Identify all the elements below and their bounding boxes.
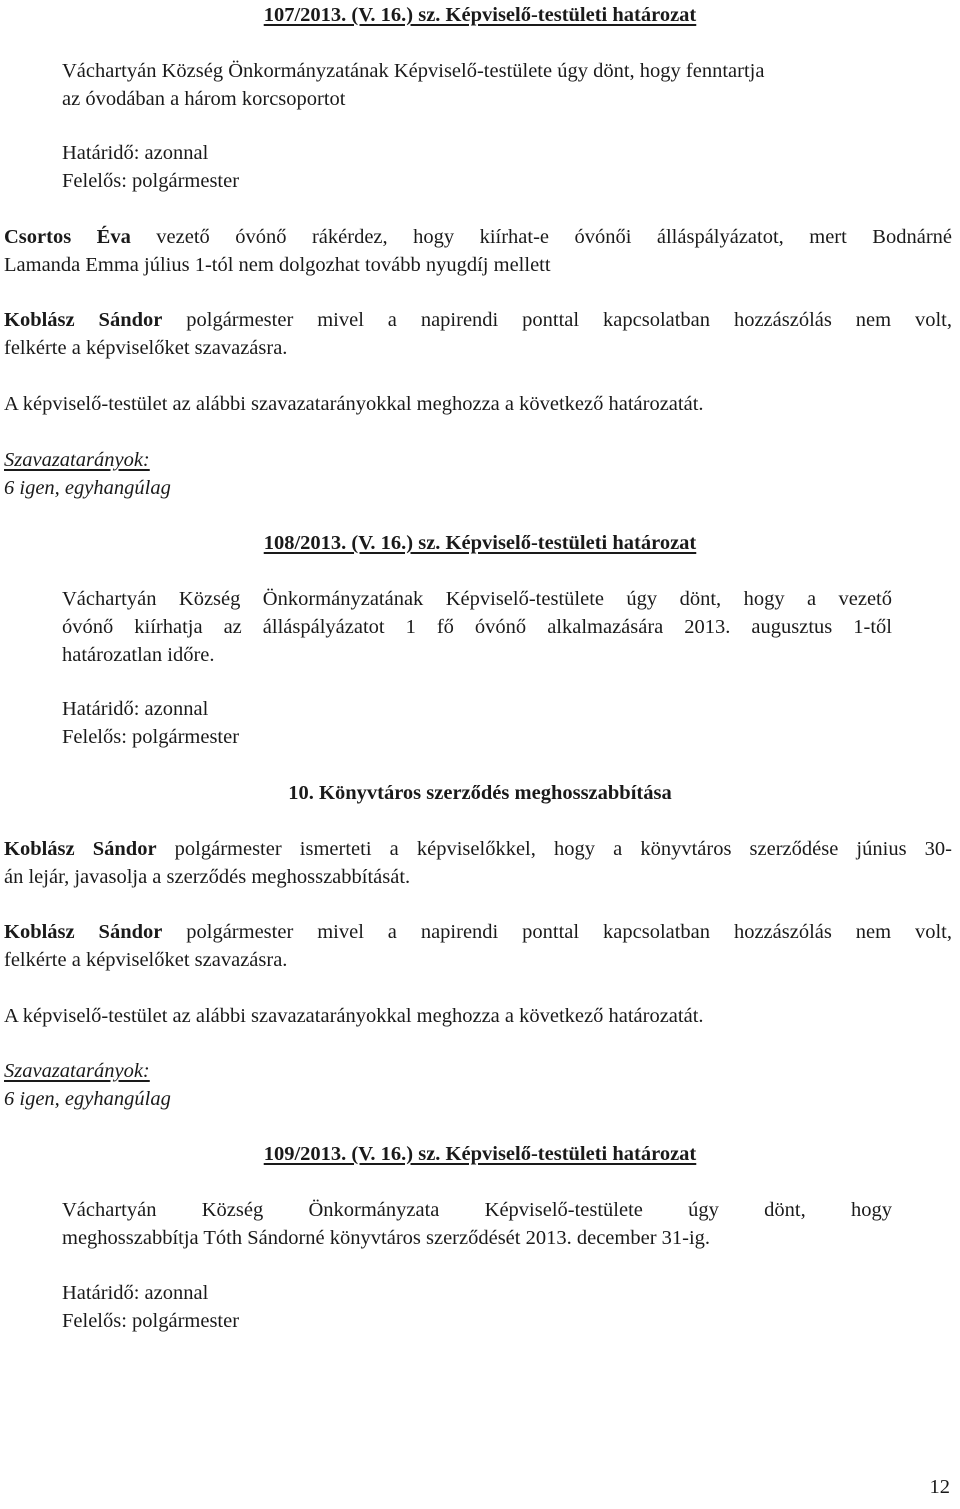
vote-1-label: Szavazatarányok: bbox=[4, 449, 150, 471]
resolution-108-responsible: Felelős: polgármester bbox=[62, 726, 240, 748]
resolution-109-text-line1: Váchartyán Község Önkormányzata Képviselő-testülete úgy dönt, hogy bbox=[62, 1199, 892, 1221]
speaker-name: Csortos Éva bbox=[4, 226, 131, 248]
resolution-107-text-line2: az óvodában a három korcsoportot bbox=[62, 88, 346, 110]
mayor-statement-3-line1 bbox=[4, 918, 952, 946]
resolution-107-text-line1: Váchartyán Község Önkormányzatának Képviselő-testülete úgy dönt, hogy fenntartja bbox=[62, 60, 765, 82]
discussion-text: vezető óvónő rákérdez, hogy kiírhat-e óvónői álláspályázatot, mert Bodnárné bbox=[130, 226, 952, 248]
resolution-108-text-line1: Váchartyán Község Önkormányzatának Képviselő-testülete úgy dönt, hogy a vezető bbox=[62, 588, 892, 610]
mayor-statement-3-line2: felkérte a képviselőket szavazásra. bbox=[4, 949, 288, 971]
resolution-109-responsible: Felelős: polgármester bbox=[62, 1310, 240, 1332]
resolution-109-text-line2: meghosszabbítja Tóth Sándorné könyvtáros szerződését 2013. december 31-ig. bbox=[62, 1227, 711, 1249]
mayor-statement-1-line1 bbox=[4, 306, 952, 334]
page-number: 12 bbox=[929, 1476, 950, 1498]
statement-text: polgármester ismerteti a képviselőkkel, hogy a könyvtáros szerződése június 30- bbox=[156, 838, 953, 860]
resolution-109-deadline: Határidő: azonnal bbox=[62, 1282, 209, 1304]
resolution-108-text-line3: határozatlan időre. bbox=[62, 644, 215, 666]
resolution-107-responsible: Felelős: polgármester bbox=[62, 170, 240, 192]
discussion-csortos-line1 bbox=[4, 223, 952, 251]
resolution-109-heading: 109/2013. (V. 16.) sz. Képviselő-testületi határozat bbox=[263, 1143, 697, 1165]
speaker-name: Koblász Sándor bbox=[4, 838, 157, 860]
resolution-108-text-line2: óvónő kiírhatja az álláspályázatot 1 fő óvónő alkalmazására 2013. augusztus 1-től bbox=[62, 616, 892, 638]
vote-2-label: Szavazatarányok: bbox=[4, 1060, 150, 1082]
resolution-108-heading: 108/2013. (V. 16.) sz. Képviselő-testületi határozat bbox=[263, 532, 697, 554]
statement-text: polgármester mivel a napirendi ponttal kapcsolatban hozzászólás nem volt, bbox=[162, 309, 952, 331]
mayor-statement-1-line2: felkérte a képviselőket szavazásra. bbox=[4, 337, 288, 359]
discussion-csortos-line2: Lamanda Emma július 1-tól nem dolgozhat tovább nyugdíj mellett bbox=[4, 254, 551, 276]
speaker-name: Koblász Sándor bbox=[4, 309, 163, 331]
resolution-108-deadline: Határidő: azonnal bbox=[62, 698, 209, 720]
vote-1-result: 6 igen, egyhangúlag bbox=[4, 477, 171, 499]
vote-1-intro: A képviselő-testület az alábbi szavazatarányokkal meghozza a következő határozatát. bbox=[4, 393, 704, 415]
statement-text: polgármester mivel a napirendi ponttal kapcsolatban hozzászólás nem volt, bbox=[162, 921, 952, 943]
resolution-107-deadline: Határidő: azonnal bbox=[62, 142, 209, 164]
mayor-statement-2-line2: án lejár, javasolja a szerződés meghosszabbítását. bbox=[4, 866, 411, 888]
vote-2-intro: A képviselő-testület az alábbi szavazatarányokkal meghozza a következő határozatát. bbox=[4, 1005, 704, 1027]
mayor-statement-2-line1 bbox=[4, 835, 952, 863]
resolution-107-heading: 107/2013. (V. 16.) sz. Képviselő-testületi határozat bbox=[263, 4, 697, 26]
agenda-item-10-heading: 10. Könyvtáros szerződés meghosszabbítása bbox=[288, 782, 672, 804]
speaker-name: Koblász Sándor bbox=[4, 921, 163, 943]
vote-2-result: 6 igen, egyhangúlag bbox=[4, 1088, 171, 1110]
